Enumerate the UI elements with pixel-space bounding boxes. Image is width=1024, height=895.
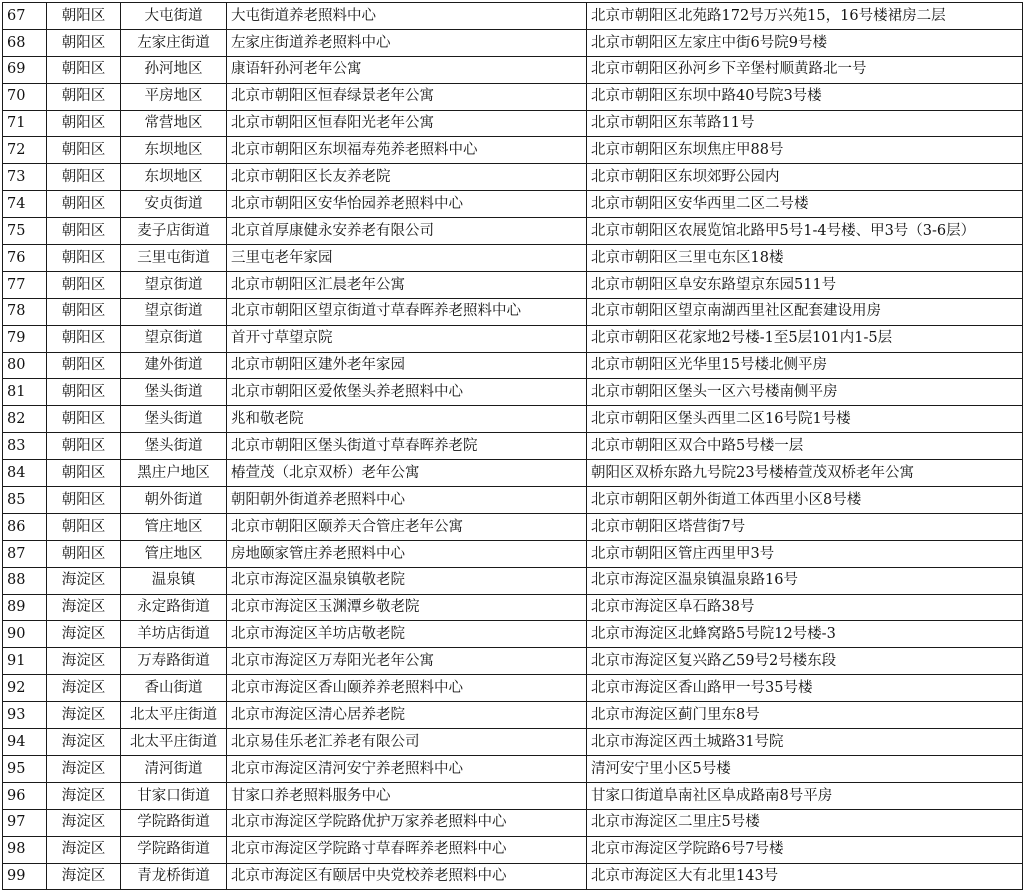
address-cell: 北京市朝阳区安华西里二区二号楼 — [587, 191, 1023, 218]
facility-name-cell: 首开寸草望京院 — [227, 325, 587, 352]
street-cell: 大屯街道 — [121, 3, 227, 30]
facility-name-cell: 北京市海淀区羊坊店敬老院 — [227, 621, 587, 648]
table-row — [3, 137, 1023, 164]
table-row — [3, 513, 1023, 540]
street-cell: 望京街道 — [121, 325, 227, 352]
row-number-cell: 81 — [3, 379, 47, 406]
table-row — [3, 379, 1023, 406]
address-cell: 甘家口街道阜南社区阜成路南8号平房 — [587, 782, 1023, 809]
address-cell: 北京市海淀区复兴路乙59号2号楼东段 — [587, 648, 1023, 675]
address-cell: 北京市朝阳区左家庄中街6号院9号楼 — [587, 29, 1023, 56]
table-row — [3, 594, 1023, 621]
table-row — [3, 325, 1023, 352]
facility-name-cell: 北京市海淀区清河安宁养老照料中心 — [227, 755, 587, 782]
street-cell: 孙河地区 — [121, 56, 227, 83]
street-cell: 堡头街道 — [121, 379, 227, 406]
row-number-cell: 74 — [3, 191, 47, 218]
table-row — [3, 809, 1023, 836]
facility-name-cell: 左家庄街道养老照料中心 — [227, 29, 587, 56]
row-number-cell: 89 — [3, 594, 47, 621]
address-cell: 北京市朝阳区农展览馆北路甲5号1-4号楼、甲3号（3-6层） — [587, 218, 1023, 245]
row-number-cell: 85 — [3, 487, 47, 514]
facility-name-cell: 三里屯老年家园 — [227, 245, 587, 272]
street-cell: 建外街道 — [121, 352, 227, 379]
facility-name-cell: 椿萱茂（北京双桥）老年公寓 — [227, 460, 587, 487]
facility-name-cell: 北京首厚康健永安养老有限公司 — [227, 218, 587, 245]
district-cell: 朝阳区 — [47, 433, 121, 460]
street-cell: 香山街道 — [121, 675, 227, 702]
facility-name-cell: 北京易佳乐老汇养老有限公司 — [227, 729, 587, 756]
facility-name-cell: 北京市海淀区香山颐养养老照料中心 — [227, 675, 587, 702]
address-cell: 北京市朝阳区光华里15号楼北侧平房 — [587, 352, 1023, 379]
address-cell: 北京市朝阳区塔营街7号 — [587, 513, 1023, 540]
street-cell: 东坝地区 — [121, 137, 227, 164]
district-cell: 朝阳区 — [47, 406, 121, 433]
address-cell: 北京市朝阳区孙河乡下辛堡村顺黄路北一号 — [587, 56, 1023, 83]
address-cell: 北京市海淀区二里庄5号楼 — [587, 809, 1023, 836]
address-cell: 北京市朝阳区三里屯东区18楼 — [587, 245, 1023, 272]
row-number-cell: 84 — [3, 460, 47, 487]
facility-name-cell: 北京市海淀区学院路优护万家养老照料中心 — [227, 809, 587, 836]
row-number-cell: 71 — [3, 110, 47, 137]
facility-name-cell: 北京市朝阳区望京街道寸草春晖养老照料中心 — [227, 298, 587, 325]
table-row — [3, 729, 1023, 756]
facility-name-cell: 北京市海淀区清心居养老院 — [227, 702, 587, 729]
district-cell: 海淀区 — [47, 702, 121, 729]
district-cell: 朝阳区 — [47, 513, 121, 540]
table-row — [3, 648, 1023, 675]
table-row — [3, 567, 1023, 594]
street-cell: 北太平庄街道 — [121, 702, 227, 729]
street-cell: 温泉镇 — [121, 567, 227, 594]
district-cell: 朝阳区 — [47, 325, 121, 352]
table-row — [3, 836, 1023, 863]
address-cell: 北京市朝阳区朝外街道工体西里小区8号楼 — [587, 487, 1023, 514]
address-cell: 北京市海淀区蓟门里东8号 — [587, 702, 1023, 729]
table-row — [3, 540, 1023, 567]
facility-name-cell: 北京市海淀区学院路寸草春晖养老照料中心 — [227, 836, 587, 863]
address-cell: 北京市海淀区西土城路31号院 — [587, 729, 1023, 756]
district-cell: 朝阳区 — [47, 3, 121, 30]
district-cell: 朝阳区 — [47, 298, 121, 325]
address-cell: 北京市朝阳区堡头一区六号楼南侧平房 — [587, 379, 1023, 406]
row-number-cell: 72 — [3, 137, 47, 164]
district-cell: 朝阳区 — [47, 137, 121, 164]
table-row — [3, 29, 1023, 56]
row-number-cell: 87 — [3, 540, 47, 567]
facility-table — [2, 2, 1023, 890]
facility-name-cell: 北京市海淀区玉渊潭乡敬老院 — [227, 594, 587, 621]
facility-name-cell: 兆和敬老院 — [227, 406, 587, 433]
address-cell: 朝阳区双桥东路九号院23号楼椿萱茂双桥老年公寓 — [587, 460, 1023, 487]
table-row — [3, 110, 1023, 137]
facility-name-cell: 北京市朝阳区汇晨老年公寓 — [227, 271, 587, 298]
facility-name-cell: 北京市朝阳区长友养老院 — [227, 164, 587, 191]
district-cell: 朝阳区 — [47, 218, 121, 245]
row-number-cell: 98 — [3, 836, 47, 863]
district-cell: 朝阳区 — [47, 540, 121, 567]
street-cell: 管庄地区 — [121, 513, 227, 540]
street-cell: 管庄地区 — [121, 540, 227, 567]
address-cell: 北京市海淀区学院路6号7号楼 — [587, 836, 1023, 863]
facility-name-cell: 北京市海淀区有颐居中央党校养老照料中心 — [227, 863, 587, 890]
address-cell: 北京市朝阳区堡头西里二区16号院1号楼 — [587, 406, 1023, 433]
row-number-cell: 80 — [3, 352, 47, 379]
district-cell: 朝阳区 — [47, 83, 121, 110]
street-cell: 安贞街道 — [121, 191, 227, 218]
row-number-cell: 99 — [3, 863, 47, 890]
district-cell: 海淀区 — [47, 621, 121, 648]
table-row — [3, 164, 1023, 191]
street-cell: 朝外街道 — [121, 487, 227, 514]
table-row — [3, 3, 1023, 30]
row-number-cell: 77 — [3, 271, 47, 298]
district-cell: 海淀区 — [47, 782, 121, 809]
row-number-cell: 76 — [3, 245, 47, 272]
row-number-cell: 86 — [3, 513, 47, 540]
district-cell: 朝阳区 — [47, 352, 121, 379]
street-cell: 望京街道 — [121, 271, 227, 298]
street-cell: 永定路街道 — [121, 594, 227, 621]
street-cell: 万寿路街道 — [121, 648, 227, 675]
district-cell: 朝阳区 — [47, 487, 121, 514]
district-cell: 朝阳区 — [47, 164, 121, 191]
row-number-cell: 78 — [3, 298, 47, 325]
row-number-cell: 91 — [3, 648, 47, 675]
street-cell: 清河街道 — [121, 755, 227, 782]
table-row — [3, 782, 1023, 809]
street-cell: 堡头街道 — [121, 406, 227, 433]
address-cell: 北京市朝阳区北苑路172号万兴苑15，16号楼裙房二层 — [587, 3, 1023, 30]
facility-name-cell: 北京市朝阳区爱侬堡头养老照料中心 — [227, 379, 587, 406]
row-number-cell: 73 — [3, 164, 47, 191]
facility-name-cell: 北京市海淀区万寿阳光老年公寓 — [227, 648, 587, 675]
address-cell: 北京市朝阳区东苇路11号 — [587, 110, 1023, 137]
address-cell: 北京市海淀区温泉镇温泉路16号 — [587, 567, 1023, 594]
district-cell: 朝阳区 — [47, 245, 121, 272]
row-number-cell: 92 — [3, 675, 47, 702]
row-number-cell: 83 — [3, 433, 47, 460]
row-number-cell: 96 — [3, 782, 47, 809]
table-row — [3, 298, 1023, 325]
address-cell: 北京市朝阳区双合中路5号楼一层 — [587, 433, 1023, 460]
street-cell: 麦子店街道 — [121, 218, 227, 245]
address-cell: 北京市朝阳区东坝焦庄甲88号 — [587, 137, 1023, 164]
address-cell: 清河安宁里小区5号楼 — [587, 755, 1023, 782]
facility-name-cell: 北京市朝阳区恒春绿景老年公寓 — [227, 83, 587, 110]
row-number-cell: 75 — [3, 218, 47, 245]
district-cell: 海淀区 — [47, 648, 121, 675]
table-row — [3, 352, 1023, 379]
row-number-cell: 82 — [3, 406, 47, 433]
address-cell: 北京市朝阳区阜安东路望京东园511号 — [587, 271, 1023, 298]
facility-name-cell: 北京市朝阳区颐养天合管庄老年公寓 — [227, 513, 587, 540]
table-row — [3, 83, 1023, 110]
table-body — [3, 3, 1023, 890]
table-row — [3, 191, 1023, 218]
district-cell: 朝阳区 — [47, 29, 121, 56]
table-row — [3, 56, 1023, 83]
district-cell: 朝阳区 — [47, 271, 121, 298]
table-row — [3, 487, 1023, 514]
table-row — [3, 675, 1023, 702]
district-cell: 朝阳区 — [47, 460, 121, 487]
facility-name-cell: 北京市朝阳区恒春阳光老年公寓 — [227, 110, 587, 137]
row-number-cell: 94 — [3, 729, 47, 756]
row-number-cell: 67 — [3, 3, 47, 30]
address-cell: 北京市海淀区香山路甲一号35号楼 — [587, 675, 1023, 702]
row-number-cell: 69 — [3, 56, 47, 83]
street-cell: 羊坊店街道 — [121, 621, 227, 648]
street-cell: 望京街道 — [121, 298, 227, 325]
address-cell: 北京市海淀区阜石路38号 — [587, 594, 1023, 621]
district-cell: 朝阳区 — [47, 110, 121, 137]
table-row — [3, 245, 1023, 272]
table-row — [3, 755, 1023, 782]
facility-name-cell: 北京市朝阳区建外老年家园 — [227, 352, 587, 379]
address-cell: 北京市朝阳区花家地2号楼-1至5层101内1-5层 — [587, 325, 1023, 352]
street-cell: 堡头街道 — [121, 433, 227, 460]
district-cell: 海淀区 — [47, 755, 121, 782]
table-row — [3, 460, 1023, 487]
street-cell: 平房地区 — [121, 83, 227, 110]
street-cell: 左家庄街道 — [121, 29, 227, 56]
street-cell: 学院路街道 — [121, 809, 227, 836]
address-cell: 北京市海淀区大有北里143号 — [587, 863, 1023, 890]
table-row — [3, 621, 1023, 648]
facility-name-cell: 北京市朝阳区东坝福寿苑养老照料中心 — [227, 137, 587, 164]
facility-name-cell: 康语轩孙河老年公寓 — [227, 56, 587, 83]
street-cell: 甘家口街道 — [121, 782, 227, 809]
district-cell: 朝阳区 — [47, 191, 121, 218]
facility-name-cell: 房地颐家管庄养老照料中心 — [227, 540, 587, 567]
district-cell: 海淀区 — [47, 594, 121, 621]
address-cell: 北京市朝阳区东坝郊野公园内 — [587, 164, 1023, 191]
address-cell: 北京市朝阳区管庄西里甲3号 — [587, 540, 1023, 567]
district-cell: 海淀区 — [47, 729, 121, 756]
table-row — [3, 406, 1023, 433]
table-row — [3, 433, 1023, 460]
district-cell: 朝阳区 — [47, 379, 121, 406]
address-cell: 北京市朝阳区望京南湖西里社区配套建设用房 — [587, 298, 1023, 325]
row-number-cell: 90 — [3, 621, 47, 648]
street-cell: 三里屯街道 — [121, 245, 227, 272]
facility-name-cell: 大屯街道养老照料中心 — [227, 3, 587, 30]
table-row — [3, 218, 1023, 245]
facility-name-cell: 甘家口养老照料服务中心 — [227, 782, 587, 809]
table-row — [3, 271, 1023, 298]
street-cell: 学院路街道 — [121, 836, 227, 863]
row-number-cell: 93 — [3, 702, 47, 729]
table-row — [3, 863, 1023, 890]
address-cell: 北京市朝阳区东坝中路40号院3号楼 — [587, 83, 1023, 110]
facility-name-cell: 北京市朝阳区堡头街道寸草春晖养老院 — [227, 433, 587, 460]
district-cell: 海淀区 — [47, 809, 121, 836]
street-cell: 北太平庄街道 — [121, 729, 227, 756]
table-row — [3, 702, 1023, 729]
address-cell: 北京市海淀区北蜂窝路5号院12号楼-3 — [587, 621, 1023, 648]
district-cell: 朝阳区 — [47, 56, 121, 83]
row-number-cell: 97 — [3, 809, 47, 836]
facility-name-cell: 北京市朝阳区安华怡园养老照料中心 — [227, 191, 587, 218]
row-number-cell: 68 — [3, 29, 47, 56]
row-number-cell: 79 — [3, 325, 47, 352]
facility-name-cell: 朝阳朝外街道养老照料中心 — [227, 487, 587, 514]
district-cell: 海淀区 — [47, 567, 121, 594]
district-cell: 海淀区 — [47, 675, 121, 702]
street-cell: 常营地区 — [121, 110, 227, 137]
district-cell: 海淀区 — [47, 836, 121, 863]
row-number-cell: 70 — [3, 83, 47, 110]
facility-name-cell: 北京市海淀区温泉镇敬老院 — [227, 567, 587, 594]
street-cell: 黑庄户地区 — [121, 460, 227, 487]
row-number-cell: 95 — [3, 755, 47, 782]
street-cell: 青龙桥街道 — [121, 863, 227, 890]
row-number-cell: 88 — [3, 567, 47, 594]
street-cell: 东坝地区 — [121, 164, 227, 191]
district-cell: 海淀区 — [47, 863, 121, 890]
